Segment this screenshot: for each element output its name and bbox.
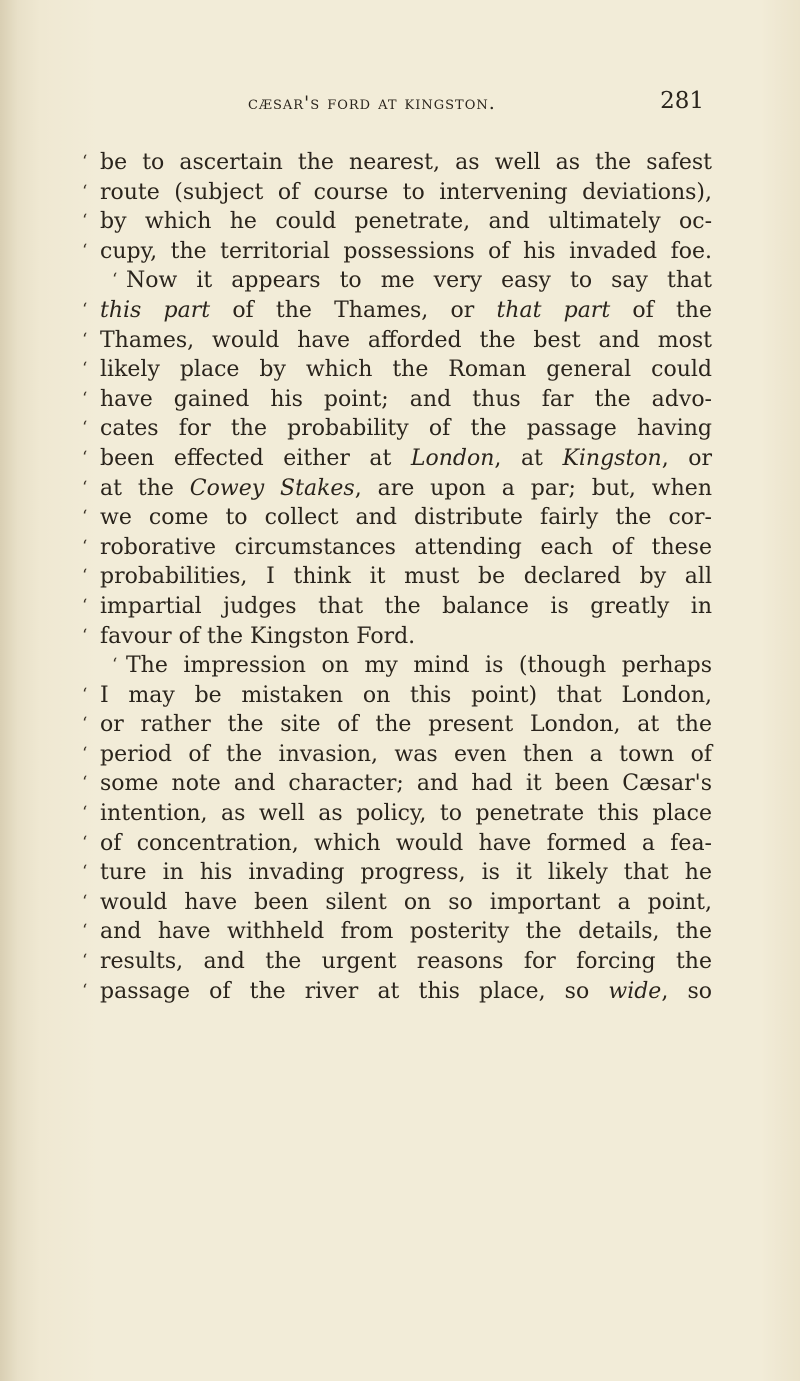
text-line-1: ‘ be to ascertain the nearest, as well as the safest: [82, 150, 712, 175]
text-line-17: ‘ favour of the Kingston Ford.: [82, 623, 416, 649]
text-line-15: ‘ probabilities, I think it must be declared by all: [82, 564, 712, 590]
text-line-9: ‘ have gained his point; and thus far the advo-: [82, 386, 712, 412]
body-text: [82, 148, 712, 1006]
text-line-3: ‘ by which he could penetrate, and ultimately oc-: [82, 209, 712, 235]
text-line-26: ‘ would have been silent on so important a point,: [82, 889, 712, 915]
text-line-19: ‘ I may be mistaken on this point) that London,: [82, 682, 712, 708]
text-line-28: ‘ results, and the urgent reasons for forcing the: [82, 949, 712, 975]
text-line-8: ‘ likely place by which the Roman general could: [82, 357, 712, 383]
text-line-5: ‘ Now it appears to me very easy to say that: [112, 268, 712, 294]
text-line-22: ‘ some note and character; and had it been Cæsar's: [82, 771, 712, 797]
text-line-24: ‘ of concentration, which would have formed a fea-: [82, 830, 712, 856]
text-line-2: ‘ route (subject of course to intervening deviations),: [82, 179, 712, 205]
text-line-4: ‘ cupy, the territorial possessions of his invaded foe.: [82, 238, 712, 264]
page-header: [248, 88, 704, 122]
text-line-14: ‘ roborative circumstances attending each of these: [82, 534, 712, 560]
text-line-18: ‘ The impression on my mind is (though perhaps: [112, 653, 712, 679]
text-line-21: ‘ period of the invasion, was even then a town of: [82, 741, 712, 767]
text-line-7: ‘ Thames, would have afforded the best and most: [82, 327, 712, 353]
text-line-23: ‘ intention, as well as policy, to penetrate this place: [82, 801, 712, 827]
page-number: 281: [660, 88, 704, 114]
text-line-29: ‘ passage of the river at this place, so wide, so: [82, 978, 712, 1004]
running-head: cæsar's ford at kingston.: [248, 92, 496, 114]
text-line-20: ‘ or rather the site of the present London, at the: [82, 712, 712, 738]
text-line-6: ‘ this part of the Thames, or that part of the: [82, 297, 712, 323]
text-line-10: ‘ cates for the probability of the passage having: [82, 416, 712, 442]
text-line-11: ‘ been effected either at London, at Kingston, or: [82, 445, 713, 471]
text-line-16: ‘ impartial judges that the balance is greatly in: [82, 593, 712, 619]
text-line-13: ‘ we come to collect and distribute fairly the cor-: [82, 505, 712, 531]
text-line-27: ‘ and have withheld from posterity the details, the: [82, 919, 712, 945]
text-line-25: ‘ ture in his invading progress, is it likely that he: [82, 860, 712, 886]
text-line-12: ‘ at the Cowey Stakes, are upon a par; but, when: [82, 475, 712, 501]
